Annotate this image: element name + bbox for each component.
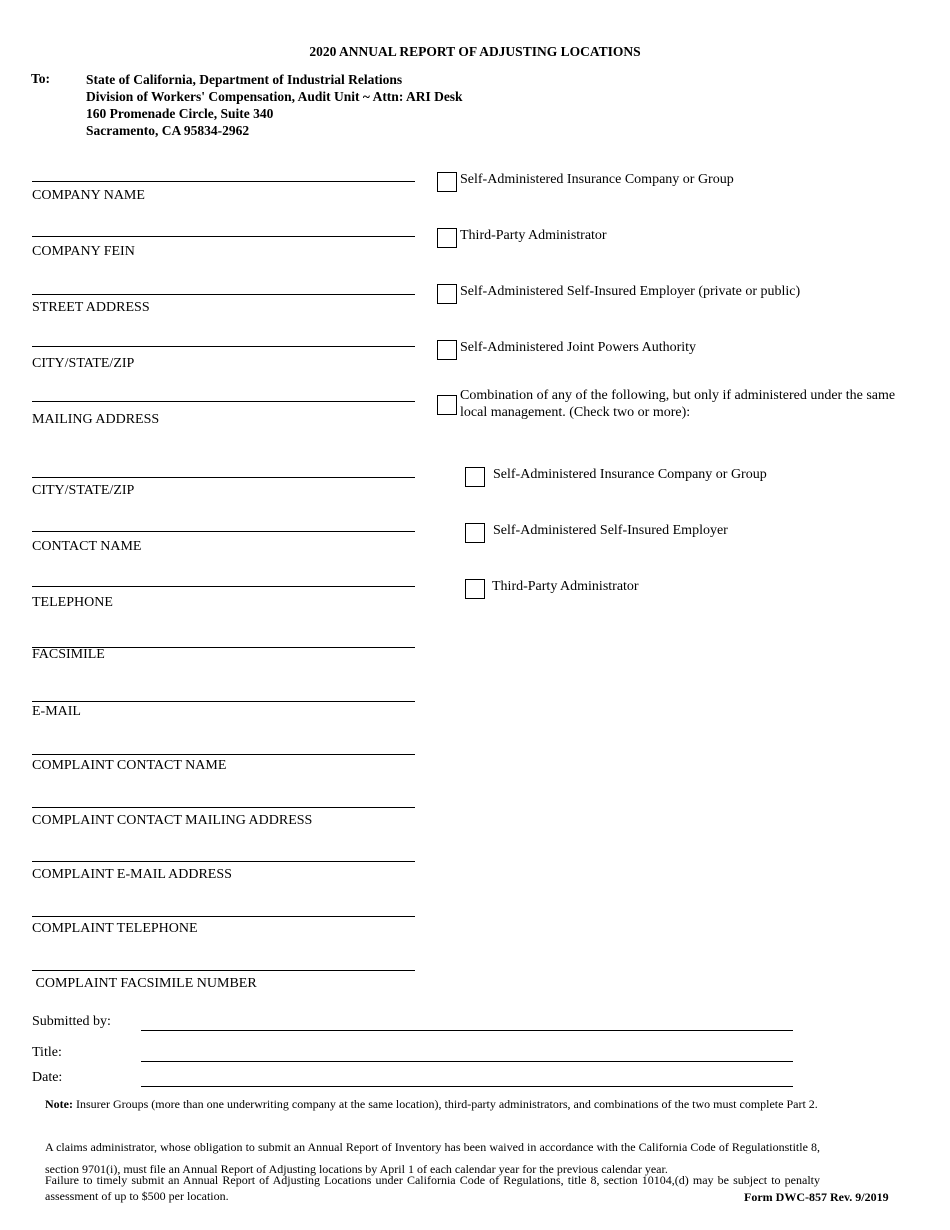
note-label: Note: bbox=[45, 1097, 73, 1111]
complaint-telephone-input[interactable] bbox=[32, 916, 415, 917]
contact-name-input[interactable] bbox=[32, 531, 415, 532]
insurance-company-checkbox[interactable] bbox=[437, 172, 457, 192]
tpa-checkbox[interactable] bbox=[437, 228, 457, 248]
complaint-telephone-label: COMPLAINT TELEPHONE bbox=[32, 921, 198, 936]
waiver-paragraph: A claims administrator, whose obligation to submit an Annual Report of Inventory has been waived in accordance with the California Code of Regulationstitle 8, section 9701(i), must file an Annual Report of Adjusting locations by April 1 of each calendar year for the previous calendar year. bbox=[45, 1140, 820, 1176]
company-name-label: COMPANY NAME bbox=[32, 188, 145, 203]
company-fein-label: COMPANY FEIN bbox=[32, 244, 135, 259]
combination-label: Combination of any of the following, but only if administered under the same local management. (Check two or more): bbox=[460, 388, 896, 420]
title-label: Title: bbox=[32, 1045, 62, 1060]
jpa-checkbox[interactable] bbox=[437, 340, 457, 360]
combo-tpa-label: Third-Party Administrator bbox=[492, 579, 639, 594]
street-address-label: STREET ADDRESS bbox=[32, 300, 150, 315]
submitted-by-input[interactable] bbox=[141, 1030, 793, 1031]
company-fein-input[interactable] bbox=[32, 236, 415, 237]
date-input[interactable] bbox=[141, 1086, 793, 1087]
complaint-mailing-address-label: COMPLAINT CONTACT MAILING ADDRESS bbox=[32, 813, 313, 828]
address-line-4: Sacramento, CA 95834-2962 bbox=[86, 123, 250, 138]
self-insured-employer-checkbox[interactable] bbox=[437, 284, 457, 304]
email-label: E-MAIL bbox=[32, 704, 81, 719]
complaint-email-label: COMPLAINT E-MAIL ADDRESS bbox=[32, 867, 232, 882]
page-title: 2020 ANNUAL REPORT OF ADJUSTING LOCATIONS bbox=[309, 44, 641, 59]
mailing-city-state-zip-input[interactable] bbox=[32, 477, 415, 478]
telephone-label: TELEPHONE bbox=[32, 595, 113, 610]
city-state-zip-input[interactable] bbox=[32, 346, 415, 347]
complaint-facsimile-label: COMPLAINT FACSIMILE NUMBER bbox=[32, 976, 257, 991]
mailing-address-label: MAILING ADDRESS bbox=[32, 412, 160, 427]
email-input[interactable] bbox=[32, 701, 415, 702]
address-line-1: State of California, Department of Industrial Relations bbox=[86, 72, 403, 87]
address-line-3: 160 Promenade Circle, Suite 340 bbox=[86, 106, 274, 121]
complaint-email-input[interactable] bbox=[32, 861, 415, 862]
combo-self-insured-label: Self-Administered Self-Insured Employer bbox=[493, 523, 728, 538]
facsimile-label: FACSIMILE bbox=[32, 647, 105, 662]
complaint-mailing-address-input[interactable] bbox=[32, 807, 415, 808]
address-line-2: Division of Workers' Compensation, Audit Unit ~ Attn: ARI Desk bbox=[86, 89, 463, 104]
combo-insurance-company-checkbox[interactable] bbox=[465, 467, 485, 487]
tpa-label: Third-Party Administrator bbox=[460, 228, 607, 243]
date-label: Date: bbox=[32, 1070, 63, 1085]
company-name-input[interactable] bbox=[32, 181, 415, 182]
complaint-facsimile-input[interactable] bbox=[32, 970, 415, 971]
contact-name-label: CONTACT NAME bbox=[32, 539, 142, 554]
note-paragraph bbox=[45, 1094, 820, 1115]
to-label: To: bbox=[31, 71, 51, 86]
note-text: Insurer Groups (more than one underwriting company at the same location), third-party administrators, and combinations of the two must complete Part 2. bbox=[72, 1097, 818, 1111]
combo-self-insured-checkbox[interactable] bbox=[465, 523, 485, 543]
combo-insurance-company-label: Self-Administered Insurance Company or Group bbox=[493, 467, 767, 482]
form-number: Form DWC-857 Rev. 9/2019 bbox=[744, 1190, 889, 1204]
insurance-company-label: Self-Administered Insurance Company or Group bbox=[460, 172, 734, 187]
combination-checkbox[interactable] bbox=[437, 395, 457, 415]
street-address-input[interactable] bbox=[32, 294, 415, 295]
mailing-city-state-zip-label: CITY/STATE/ZIP bbox=[32, 483, 135, 498]
title-input[interactable] bbox=[141, 1061, 793, 1062]
combo-tpa-checkbox[interactable] bbox=[465, 579, 485, 599]
self-insured-employer-label: Self-Administered Self-Insured Employer (private or public) bbox=[460, 284, 801, 299]
telephone-input[interactable] bbox=[32, 586, 415, 587]
submitted-by-label: Submitted by: bbox=[32, 1014, 111, 1029]
complaint-contact-name-input[interactable] bbox=[32, 754, 415, 755]
jpa-label: Self-Administered Joint Powers Authority bbox=[460, 340, 697, 355]
mailing-address-input[interactable] bbox=[32, 401, 415, 402]
city-state-zip-label: CITY/STATE/ZIP bbox=[32, 356, 135, 371]
complaint-contact-name-label: COMPLAINT CONTACT NAME bbox=[32, 758, 227, 773]
penalty-paragraph: Failure to timely submit an Annual Report of Adjusting Locations under California Code of Regulations, title 8, section 10104,(d) may be subject to penalty assessment of up to $500 per location. bbox=[45, 1173, 820, 1203]
